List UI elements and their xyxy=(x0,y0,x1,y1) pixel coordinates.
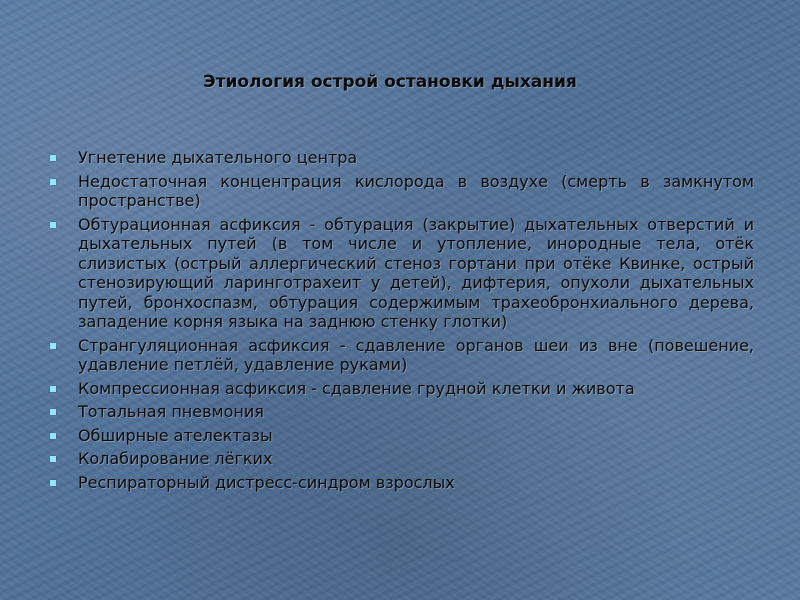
bullet-text: Странгуляционная асфиксия - сдавление органов шеи из вне (повешение, удавление петлёй, удавление руками) xyxy=(78,335,754,374)
bullet-text: Колабирование лёгких xyxy=(78,449,273,468)
bullet-text: Респираторный дистресс-синдром взрослых xyxy=(78,472,455,492)
bullet-text: Обширные ателектазы xyxy=(78,425,273,445)
bullet-item xyxy=(48,473,754,493)
bullet-item xyxy=(48,172,754,211)
square-bullet-icon xyxy=(50,386,56,392)
bullet-list xyxy=(48,148,754,496)
square-bullet-icon xyxy=(50,155,56,161)
bullet-text: Тотальная пневмония xyxy=(78,402,264,421)
bullet-item xyxy=(48,449,754,469)
square-bullet-icon xyxy=(50,456,56,462)
bullet-item xyxy=(48,215,754,332)
bullet-item xyxy=(48,336,754,375)
bullet-text: Недостаточная концентрация кислорода в воздухе (смерть в замкнутом пространстве) xyxy=(78,171,754,210)
bullet-item xyxy=(48,402,754,422)
square-bullet-icon xyxy=(50,480,56,486)
square-bullet-icon xyxy=(50,179,56,185)
bullet-item xyxy=(48,379,754,399)
square-bullet-icon xyxy=(50,433,56,439)
slide-title: Этиология острой остановки дыхания xyxy=(203,72,577,92)
bullet-text: Обтурационная асфиксия - обтурация (закрытие) дыхательных отверстий и дыхательных путей (в том числе и утопление, инородные тела, отёк слизистых (острый аллергический стеноз гортани при отёке Квинке, острый стенозирующий ларинготрахеит у детей), дифтерия, опухоли дыхательных путей, бронхоспазм, обтурация содержимым трахеобронхиального дерева, западение корня языка на заднюю стенку глотки) xyxy=(78,214,754,331)
bullet-item xyxy=(48,148,754,168)
square-bullet-icon xyxy=(50,343,56,349)
square-bullet-icon xyxy=(50,409,56,415)
bullet-item xyxy=(48,426,754,446)
square-bullet-icon xyxy=(50,222,56,228)
bullet-text: Угнетение дыхательного центра xyxy=(78,148,358,167)
bullet-text: Компрессионная асфиксия - сдавление грудной клетки и живота xyxy=(78,378,635,398)
